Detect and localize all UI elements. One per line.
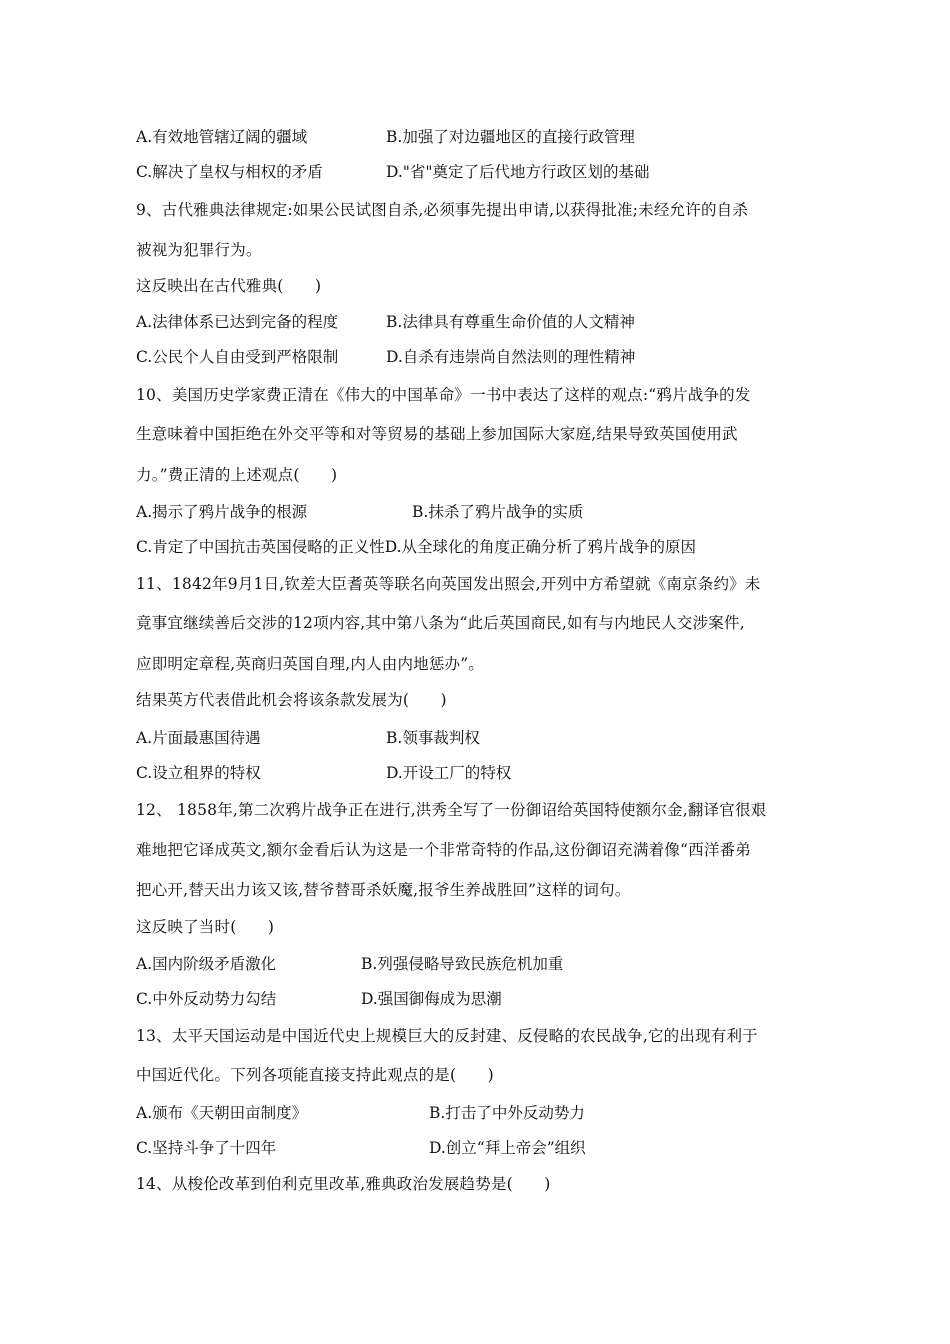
q11-stem-line-4: 结果英方代表借此机会将该条款发展为( ): [136, 691, 447, 709]
q11-option-b: B.领事裁判权: [386, 729, 480, 747]
q9-stem-line-1: 9、古代雅典法律规定:如果公民试图自杀,必须事先提出申请,以获得批准;未经允许的自杀: [136, 201, 749, 219]
q12-option-a: A.国内阶级矛盾激化: [136, 955, 277, 973]
q13-option-d: D.创立“拜上帝会”组织: [429, 1139, 586, 1157]
q8-option-a: A.有效地管辖辽阔的疆域: [136, 128, 308, 146]
q11-stem-line-3: 应即明定章程,英商归英国自理,内人由内地惩办”。: [136, 655, 485, 673]
q13-option-c: C.坚持斗争了十四年: [136, 1139, 277, 1157]
q10-option-a: A.揭示了鸦片战争的根源: [136, 503, 308, 521]
q8-option-b: B.加强了对边疆地区的直接行政管理: [386, 128, 635, 146]
q9-stem-line-3: 这反映出在古代雅典( ): [136, 277, 322, 295]
q10-stem-line-3: 力。”费正清的上述观点( ): [136, 466, 338, 484]
q10-stem-line-2: 生意味着中国拒绝在外交平等和对等贸易的基础上参加国际大家庭,结果导致英国使用武: [136, 425, 738, 443]
q8-option-c: C.解决了皇权与相权的矛盾: [136, 163, 323, 181]
q13-stem-line-1: 13、太平天国运动是中国近代史上规模巨大的反封建、反侵略的农民战争,它的出现有利于: [136, 1027, 758, 1045]
q12-stem-line-3: 把心开,替天出力该又该,替爷替哥杀妖魔,报爷生养战胜回”这样的词句。: [136, 881, 631, 899]
q8-option-d: D."省"奠定了后代地方行政区划的基础: [386, 163, 650, 181]
q9-option-d: D.自杀有违崇尚自然法则的理性精神: [386, 348, 636, 366]
q10-option-c-d: C.肯定了中国抗击英国侵略的正义性D.从全球化的角度正确分析了鸦片战争的原因: [136, 538, 697, 556]
q12-option-d: D.强国御侮成为思潮: [361, 990, 502, 1008]
q10-stem-line-1: 10、美国历史学家费正清在《伟大的中国革命》一书中表达了这样的观点:“鸦片战争的发: [136, 386, 751, 404]
q13-option-a: A.颁布《天朝田亩制度》: [136, 1104, 308, 1122]
q12-stem-line-2: 难地把它译成英文,额尔金看后认为这是一个非常奇特的作品,这份御诏充满着像“西洋番弟: [136, 841, 751, 859]
q13-stem-line-2: 中国近代化。下列各项能直接支持此观点的是( ): [136, 1066, 494, 1084]
q12-stem-line-1: 12、 1858年,第二次鸦片战争正在进行,洪秀全写了一份御诏给英国特使额尔金,翻译官很艰: [136, 801, 767, 819]
q12-option-c: C.中外反动势力勾结: [136, 990, 277, 1008]
q9-option-a: A.法律体系已达到完备的程度: [136, 313, 339, 331]
q10-option-b: B.抹杀了鸦片战争的实质: [412, 503, 584, 521]
q9-stem-line-2: 被视为犯罪行为。: [136, 241, 262, 259]
q9-option-c: C.公民个人自由受到严格限制: [136, 348, 339, 366]
q12-stem-line-4: 这反映了当时( ): [136, 918, 275, 936]
q11-stem-line-2: 竟事宜继续善后交涉的12项内容,其中第八条为“此后英国商民,如有与内地民人交涉案件,: [136, 614, 745, 632]
q12-option-b: B.列强侵略导致民族危机加重: [361, 955, 564, 973]
q9-option-b: B.法律具有尊重生命价值的人文精神: [386, 313, 635, 331]
q11-option-d: D.开设工厂的特权: [386, 764, 512, 782]
q14-stem-line-1: 14、从梭伦改革到伯利克里改革,雅典政治发展趋势是( ): [136, 1175, 551, 1193]
q11-option-c: C.设立租界的特权: [136, 764, 261, 782]
q11-stem-line-1: 11、1842年9月1日,钦差大臣耆英等联名向英国发出照会,开列中方希望就《南京条约》未: [136, 575, 761, 593]
q13-option-b: B.打击了中外反动势力: [429, 1104, 585, 1122]
q11-option-a: A.片面最惠国待遇: [136, 729, 261, 747]
